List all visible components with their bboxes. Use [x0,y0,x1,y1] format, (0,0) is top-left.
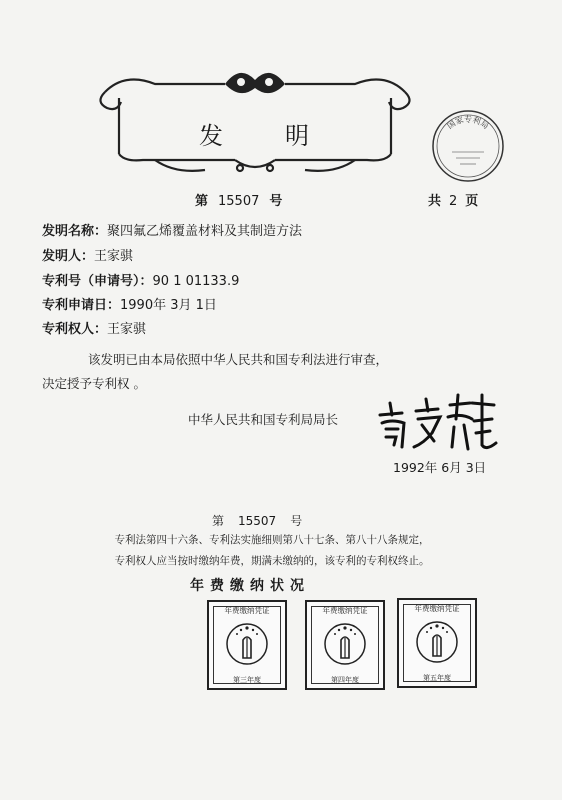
statement-line-1: 该发明已由本局依照中华人民共和国专利法进行审查， [88,352,389,367]
fee-stamp [305,600,385,690]
stamp-year: 第五年度 [423,674,451,682]
field-label: 专利申请日： [42,298,121,313]
stamp-title: 年费缴纳凭证 [414,604,460,613]
title-char-left: 发 [199,122,225,150]
issue-date: 1992年 6月 3日 [393,460,487,475]
pages-value: 2 [449,194,458,209]
emblem-icon [223,616,271,670]
field-patentee [42,318,146,337]
field-value: 王家骐 [107,322,147,337]
field-label: 专利号（申请号）： [42,274,153,289]
field-filing-date [42,294,217,313]
notice-line-2: 专利权人应当按时缴纳年费，期满未缴纳的，该专利的专利权终止。 [114,555,430,567]
field-label: 发明名称： [42,224,108,239]
number-suffix: 号 [269,194,283,209]
certificate-title [95,116,415,151]
notice-number-prefix: 第 [212,514,225,528]
stamp-year: 第三年度 [233,676,261,684]
annual-fee-title: 年费缴纳状况 [190,578,310,594]
seal-text: 国家专利局 [445,115,491,131]
fee-stamp [397,598,477,688]
director-title: 中华人民共和国专利局局长 [188,412,339,427]
field-value: 1990年 3月 1日 [120,298,217,313]
field-value: 90 1 01133.9 [152,274,240,289]
field-invention-name [42,220,302,239]
pages-suffix: 页 [465,194,479,209]
page-count [428,190,478,209]
svg-text:国家专利局 [446,114,491,131]
stamp-title: 年费缴纳凭证 [224,606,270,615]
number-value: 15507 [218,194,260,209]
field-inventor [42,245,133,264]
field-patent-number [42,270,239,289]
emblem-icon [413,614,461,668]
notice-number-value: 15507 [238,514,277,528]
field-label: 发明人： [42,249,95,264]
stamp-year: 第四年度 [331,676,359,684]
stamp-title: 年费缴纳凭证 [322,606,368,615]
fee-stamp [207,600,287,690]
notice-number-suffix: 号 [290,514,303,528]
certificate-number [195,190,282,209]
pages-prefix: 共 [428,194,442,209]
title-char-right: 明 [285,122,311,150]
field-value: 聚四氟乙烯覆盖材料及其制造方法 [107,224,303,239]
field-label: 专利权人： [42,322,108,337]
notice-number [212,512,302,529]
emblem-icon [321,616,369,670]
office-seal [430,108,506,184]
field-value: 王家骐 [94,249,134,264]
number-prefix: 第 [195,194,209,209]
statement-line-2: 决定授予专利权 。 [42,376,146,391]
director-signature [372,385,502,455]
notice-line-1: 专利法第四十六条、专利法实施细则第八十七条、第八十八条规定， [114,534,430,546]
